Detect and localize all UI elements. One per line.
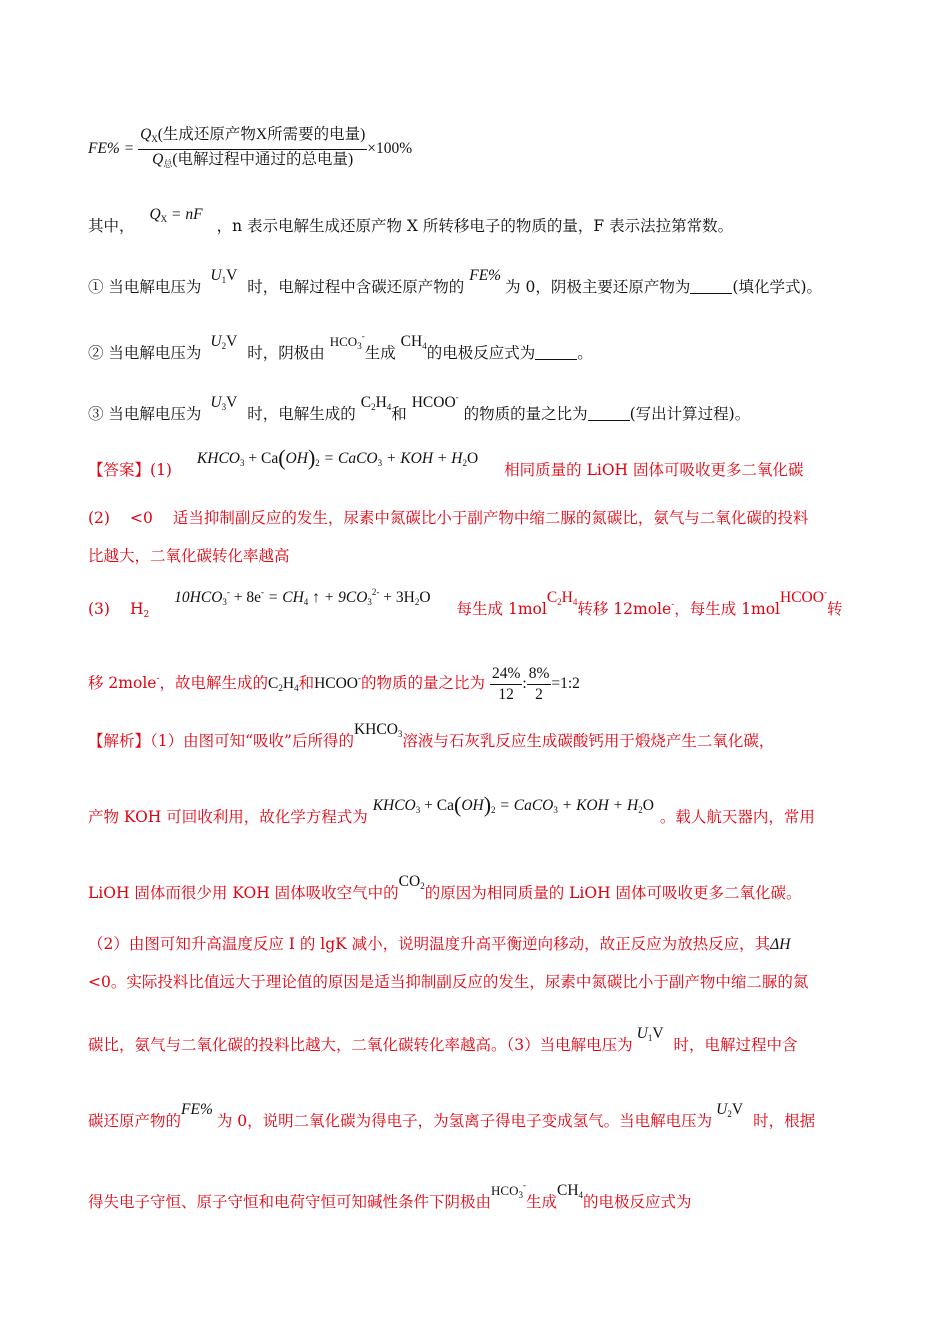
eq3-a: 10HCO [174,589,223,606]
p3-l2-hcoo [314,675,361,692]
p3-h: H [129,600,144,618]
analysis-line-8 [88,1180,692,1219]
answer-label: 【答案】 [88,461,151,479]
q2-voltage [210,333,237,350]
answer-eq1 [196,445,479,470]
q2-answer-blank[interactable] [535,344,577,360]
answer-p3-h2 [130,600,149,618]
p3-t2: 转移 12mole [577,600,672,618]
analysis-label: 【解析】 [88,732,151,750]
ratio-fraction-1 [490,664,522,705]
p3-h-sub: 2 [143,610,150,620]
answer-p1-text: 相同质量的 LiOH 固体可吸收更多二氧化碳 [504,461,804,479]
ratio-result: =1:2 [551,675,580,693]
q1-u: U [210,267,222,284]
q3-u-sub: 3 [221,402,227,412]
analysis-line-1 [88,721,775,758]
analysis-co2-text: CO [398,873,421,890]
q2-ch-a: CH [400,333,423,350]
p3-l2-c2s2: 4 [294,683,299,694]
p3-hcoo [780,589,827,606]
q2-ch-sub: 4 [422,341,427,351]
qx-eq: = nF [171,206,203,223]
p3-l2-c2b: H [282,675,295,693]
an-eq1-a: KHCO [372,797,416,814]
analysis-line-5 [88,970,808,994]
q1-mid2: 为 0，阴极主要还原产物为 [505,278,691,296]
answer-p2-number: (2) [88,509,110,527]
eq3-s3: 3 [367,597,372,607]
analysis-u2 [716,1101,743,1118]
analysis-u2-sub: 2 [727,1109,732,1119]
question-3 [88,392,751,431]
fe-tail: ×100% [367,140,413,158]
eq1-h: O [466,450,479,467]
analysis-u1-sub: 1 [647,1033,653,1043]
analysis-co2-sub: 2 [420,881,425,891]
frac2-num: 8% [527,664,552,685]
q1-answer-blank[interactable] [690,278,732,294]
an-eq1-d: OH [461,797,484,814]
qx-prefix: 其中， [88,217,135,235]
eq1-b: + Ca [244,450,279,467]
answer-part-3-line-1 [88,587,843,627]
analysis-khco3 [354,721,402,738]
p3-l2a: 移 2mole [88,674,157,693]
answer-p3-number: (3) [88,600,110,618]
q3-mid1: 时，电解生成的 [247,405,356,423]
p3-l2-c2s1: 2 [278,683,283,694]
eq3-e: + 3H [379,589,415,606]
analysis-khco: KHCO [353,721,398,738]
analysis-hco-text: HCO [491,1183,519,1198]
q1-mid1: 时，电解过程中含碳还原产物的 [247,278,465,296]
eq3-p1: - [226,587,230,597]
p3-l2-sup: - [156,674,160,685]
an-eq1-c: ( [453,792,462,817]
analysis-l2b: 。载人航天器内，常用 [659,808,815,826]
analysis-line-3 [88,873,802,910]
analysis-dh: ΔH [770,936,791,953]
an-eq1-g: + KOH + H [557,797,639,814]
eq1-g: + KOH + H [382,450,463,467]
answer-p2-text-1: 适当抑制副反应的发生，尿素中氮碳比小于副产物中缩二脲的氮碳比，氨气与二氧化碳的投料 [172,509,809,527]
fe-denominator [138,150,367,174]
analysis-u1 [637,1025,664,1042]
answer-part-2-line-1 [88,506,808,530]
fe-fraction [138,125,367,174]
p3-l2-c2h4 [268,675,299,692]
an-eq1-f: = CaCO [495,797,554,814]
answer-part-2-line-2 [88,544,290,568]
p3-c2s1: 2 [557,597,562,607]
q2-mid2: 生成 [364,344,396,362]
analysis-u1-u: U [636,1025,648,1042]
eq1-d: OH [285,450,308,467]
eq1-f: = CaCO [319,450,378,467]
p3-c2a: C [546,589,558,606]
an-eq1-e: ) [483,792,492,817]
p3-c2h4 [547,589,578,606]
q3-c2h4-b: H [375,394,387,411]
q3-hcoo [412,394,459,411]
eq3-d: ↑ + 9CO [308,589,368,606]
analysis-l3b: 的原因为相同质量的 LiOH 固体可吸收更多二氧化碳。 [424,884,802,902]
q1-voltage [210,267,237,284]
q2-hco-a: HCO [329,334,358,349]
eq1-s2: 2 [315,458,320,468]
q2-u-sub: 2 [221,341,227,351]
analysis-l7c: 时，根据 [753,1112,816,1130]
analysis-ch-text: CH [556,1182,579,1199]
analysis-ch4 [557,1182,583,1199]
q3-c2h4-s2: 4 [386,402,392,412]
eq1-s1: 3 [240,458,245,468]
analysis-line-7 [88,1101,816,1138]
qx-formula [149,206,202,223]
p3-t4: 转 [826,600,843,618]
an-eq1-s4: 2 [638,805,643,815]
eq3-p2: - [261,587,265,597]
q2-tail: 。 [577,344,593,362]
q2-hco3 [329,331,365,351]
analysis-khco-sub: 3 [397,729,403,739]
analysis-l3a: LiOH 固体而很少用 KOH 固体吸收空气中的 [88,884,399,902]
q1-v: V [226,267,238,284]
q3-end: 的物质的量之比为 [463,405,588,423]
q1-end: (填化学式)。 [732,278,822,296]
eq3-s2: 4 [303,597,309,607]
q2-end: 的电极反应式为 [426,344,536,362]
q2-hco-sup: - [361,331,365,341]
fe-den-q: Q [152,151,164,168]
analysis-hco-sub: 3 [518,1190,523,1200]
q3-c2h4-a: C [360,394,372,411]
fe-num-q: Q [140,126,152,143]
eq3-c: = CH [264,589,304,606]
p3-hcoo-text: HCOO [780,589,824,606]
p3-c2b: H [561,589,573,606]
q1-fe: FE% [469,267,502,284]
qx-sub: X [160,214,168,224]
fe-formula [88,125,412,174]
answer-p2-value: <0 [129,509,153,527]
analysis-l6a: 碳比，氨气与二氧化碳的投料比越大，二氧化碳转化率越高。（3）当电解电压为 [88,1036,633,1054]
q3-u: U [210,394,222,411]
eq1-s3: 3 [377,458,383,468]
analysis-line-2 [88,792,815,834]
answer-p1-number: (1) [150,461,172,479]
p3-ratio-expression [490,665,580,703]
frac2-den: 2 [535,686,543,703]
eq3-f: O [419,589,431,606]
q3-hcoo-text: HCOO [411,394,456,411]
p3-l2d: 的物质的量之比为 [361,674,486,693]
answer-part-3-line-2 [88,664,580,705]
analysis-fe: FE% [181,1101,213,1118]
eq1-c: ( [278,445,286,470]
analysis-l7b: 为 0，说明二氧化碳为得电子，为氢离子得电子变成氢气。当电解电压为 [216,1112,713,1130]
an-eq1-s1: 3 [415,805,421,815]
q2-start: ② 当电解电压为 [88,344,202,362]
fe-num-text: (生成还原产物X所需要的电量) [157,126,366,143]
analysis-l8b: 生成 [525,1193,557,1211]
p3-l2-hcoo-text: HCOO [314,675,358,693]
analysis-line-6 [88,1025,798,1062]
p3-l2c: 和 [298,674,315,693]
eq3-p3: 2- [371,587,380,597]
eq1-e: ) [307,445,316,470]
fe-den-sub: 总 [163,159,173,169]
ratio-colon: : [522,675,527,693]
an-eq1-s2: 2 [491,805,496,815]
fe-den-text: (电解过程中通过的总电量) [172,151,354,168]
analysis-l1a: （1）由图可知“吸收”后所得的 [150,732,354,750]
fe-num-sub: X [151,134,158,144]
q2-ch4 [401,333,427,350]
q1-u-sub: 1 [221,275,227,285]
eq3-s4: 2 [414,597,420,607]
analysis-l7a: 碳还原产物的 [88,1112,182,1130]
p3-t3: ，每生成 1mol [674,600,781,618]
question-1 [88,267,822,304]
p3-c2s2: 4 [572,597,578,607]
fe-lhs: FE% = [88,140,135,158]
answer-eq3 [174,589,430,606]
analysis-u2-u: U [716,1101,728,1118]
q3-c2h4-s1: 2 [371,402,376,412]
q2-u: U [210,333,222,350]
q3-v: V [226,394,238,411]
analysis-l6b: 时，电解过程中含 [673,1036,798,1054]
analysis-l2a: 产物 KOH 可回收利用，故化学方程式为 [88,808,368,826]
q2-hco-sub: 3 [357,341,362,351]
q1-start: ① 当电解电压为 [88,278,202,296]
analysis-hco3 [491,1180,526,1200]
frac1-num: 24% [490,664,522,685]
analysis-l8c: 的电极反应式为 [583,1193,692,1211]
qx-suffix: ，n 表示电解生成还原产物 X 所转移电子的物质的量，F 表示法拉第常数。 [216,217,734,235]
answer-part-1 [88,445,804,487]
ratio-fraction-2 [527,664,552,705]
analysis-eq1 [372,792,654,817]
question-2 [88,331,593,370]
p3-l2-hcoo-sup: - [358,673,361,684]
analysis-u1-v: V [652,1025,664,1042]
frac1-den: 12 [498,686,514,703]
qx-line [88,206,734,243]
p3-hcoo-sup: - [823,587,827,597]
analysis-hco-sup: - [522,1180,526,1190]
q3-start: ③ 当电解电压为 [88,405,202,423]
analysis-l1b: 溶液与石灰乳反应生成碳酸钙用于煅烧产生二氧化碳， [402,732,775,750]
q3-hcoo-sup: - [455,392,459,402]
analysis-u2-v: V [731,1101,744,1118]
q3-and: 和 [391,405,407,423]
analysis-l4: （2）由图可知升高温度反应 I 的 lgK 减小，说明温度升高平衡逆向移动，故正反应为放热反应，其 [88,935,771,953]
q3-c2h4 [361,394,392,411]
eq1-s4: 2 [462,458,467,468]
q2-mid1: 时，阴极由 [247,344,325,362]
p3-t1: 每生成 1mol [456,600,547,618]
qx-q: Q [149,206,161,223]
eq3-b: + 8e [229,589,262,606]
an-eq1-b: + Ca [420,797,454,814]
p3-l2b: ，故电解生成的 [159,674,269,693]
analysis-l8a: 得失电子守恒、原子守恒和电荷守恒可知碱性条件下阴极由 [88,1193,492,1211]
q2-v: V [226,333,238,350]
analysis-ch-sub: 4 [578,1190,584,1200]
fe-numerator [138,125,367,150]
analysis-line-4 [88,932,790,957]
answer-p2-text-2: 比越大，二氧化碳转化率越高 [88,547,290,565]
q3-tail: (写出计算过程)。 [629,405,751,423]
p3-l2-c2a: C [268,675,279,693]
analysis-co2 [399,873,425,890]
an-eq1-s3: 3 [553,805,558,815]
q3-answer-blank[interactable] [588,405,630,421]
eq1-a: KHCO [196,450,240,467]
q3-voltage [210,394,237,411]
eq3-s1: 3 [222,597,227,607]
an-eq1-h: O [642,797,654,814]
analysis-l5: <0。实际投料比值远大于理论值的原因是适当抑制副反应的发生，尿素中氮碳比小于副产物中缩二脲的氮 [88,973,809,991]
p3-t2-sup: - [671,600,675,610]
